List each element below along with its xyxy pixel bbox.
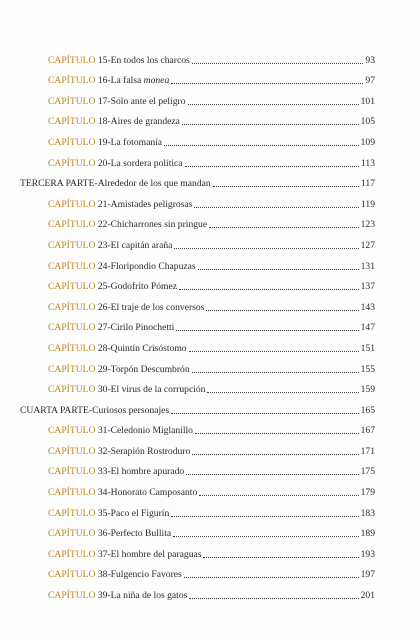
entry-label: CAPÍTULO 16-La falsa monea: [48, 75, 170, 87]
entry-label: CAPÍTULO 35-Paco el Figurín: [48, 507, 170, 519]
toc-chapter-entry: [0, 314, 375, 335]
chapter-prefix: CAPÍTULO: [48, 445, 96, 457]
chapter-number: 39: [97, 590, 108, 602]
table-of-contents: [0, 46, 420, 602]
entry-title: El hombre del paraguas: [110, 548, 202, 560]
page-number: 171: [360, 445, 375, 457]
page-number: 117: [360, 178, 375, 190]
dot-leader: [209, 227, 359, 228]
part-prefix: CUARTA PARTE: [20, 404, 89, 416]
toc-chapter-entry: [0, 520, 375, 541]
entry-title: Godofrito Pómez: [110, 281, 177, 293]
dot-leader: [173, 536, 358, 537]
chapter-prefix: CAPÍTULO: [48, 425, 96, 437]
page-number: 119: [360, 198, 375, 210]
chapter-prefix: CAPÍTULO: [48, 54, 96, 66]
chapter-prefix: CAPÍTULO: [48, 507, 96, 519]
dot-leader: [203, 557, 358, 558]
dot-leader: [189, 598, 358, 599]
dot-leader: [171, 516, 358, 517]
chapter-number: 25: [97, 281, 108, 293]
chapter-number: 26: [97, 301, 108, 313]
toc-chapter-entry: [0, 355, 375, 376]
dot-leader: [192, 372, 359, 373]
entry-label: CAPÍTULO 39-La niña de los gatos: [48, 590, 188, 602]
chapter-number: 37: [97, 548, 108, 560]
toc-chapter-entry: [0, 149, 375, 170]
dot-leader: [186, 474, 358, 475]
toc-chapter-entry: [0, 376, 375, 397]
chapter-prefix: CAPÍTULO: [48, 198, 96, 210]
entry-label: CAPÍTULO 37-El hombre del paraguas: [48, 548, 202, 560]
chapter-number: 34: [97, 487, 108, 499]
chapter-prefix: CAPÍTULO: [48, 322, 96, 334]
dot-leader: [189, 351, 359, 352]
dot-leader: [206, 310, 358, 311]
page-number: 147: [360, 322, 375, 334]
dot-leader: [185, 166, 359, 167]
entry-label: CAPÍTULO 28-Quintín Crisóstomo: [48, 342, 187, 354]
entry-title: La niña de los gatos: [110, 590, 188, 602]
chapter-prefix: CAPÍTULO: [48, 569, 96, 581]
chapter-number: 19: [97, 136, 108, 148]
entry-label: CAPÍTULO 33-El hombre apurado: [48, 466, 185, 478]
chapter-prefix: CAPÍTULO: [48, 363, 96, 375]
chapter-prefix: CAPÍTULO: [48, 281, 96, 293]
page-number: 165: [360, 404, 375, 416]
toc-chapter-entry: [0, 252, 375, 273]
dot-leader: [199, 495, 358, 496]
entry-title: Quintín Crisóstomo: [110, 342, 187, 354]
page-number: 127: [360, 239, 375, 251]
chapter-prefix: CAPÍTULO: [48, 116, 96, 128]
chapter-prefix: CAPÍTULO: [48, 157, 96, 169]
toc-chapter-entry: [0, 581, 375, 602]
chapter-number: 27: [97, 322, 108, 334]
entry-label: CAPÍTULO 38-Fulgencio Favores: [48, 569, 182, 581]
chapter-number: 36: [97, 528, 108, 540]
page-number: 137: [360, 281, 375, 293]
toc-chapter-entry: [0, 561, 375, 582]
chapter-number: 15: [97, 54, 108, 66]
part-prefix: TERCERA PARTE: [20, 178, 95, 190]
chapter-prefix: CAPÍTULO: [48, 260, 96, 272]
page-number: 105: [360, 116, 375, 128]
toc-chapter-entry: [0, 46, 375, 67]
entry-title: El virus de la corrupción: [110, 384, 206, 396]
entry-label: CAPÍTULO 31-Celedonio Miglanillo: [48, 425, 193, 437]
chapter-prefix: CAPÍTULO: [48, 528, 96, 540]
entry-title: Serapión Rostroduro: [110, 445, 191, 457]
entry-title: Honorato Camposanto: [110, 487, 198, 499]
entry-title: En todos los charcos: [110, 54, 190, 66]
dot-leader: [192, 454, 358, 455]
dot-leader: [207, 392, 358, 393]
entry-label: CAPÍTULO 36-Perfecto Bullita: [48, 528, 172, 540]
entry-label: CAPÍTULO 19-La fotomanía: [48, 136, 163, 148]
entry-label: CAPÍTULO 32-Serapión Rostroduro: [48, 445, 191, 457]
chapter-number: 24: [97, 260, 108, 272]
dot-leader: [182, 124, 359, 125]
chapter-prefix: CAPÍTULO: [48, 590, 96, 602]
page-number: 155: [360, 363, 375, 375]
page-number: 159: [360, 384, 375, 396]
page-number: 179: [360, 487, 375, 499]
toc-chapter-entry: [0, 128, 375, 149]
page-number: 131: [360, 260, 375, 272]
entry-label: CAPÍTULO 30-El virus de la corrupción: [48, 384, 206, 396]
toc-chapter-entry: [0, 67, 375, 88]
entry-title: El traje de los conversos: [110, 301, 205, 313]
entry-title: Amistades peligrosas: [110, 198, 193, 210]
dot-leader: [171, 413, 358, 414]
page-number: 109: [360, 136, 375, 148]
entry-label: CUARTA PARTE-Curiosos personajes: [20, 404, 170, 416]
entry-label: CAPÍTULO 27-Cirilo Pinochetti: [48, 322, 175, 334]
chapter-number: 20: [97, 157, 108, 169]
chapter-prefix: CAPÍTULO: [48, 301, 96, 313]
chapter-number: 30: [97, 384, 108, 396]
chapter-number: 17: [97, 95, 108, 107]
chapter-prefix: CAPÍTULO: [48, 548, 96, 560]
chapter-number: 23: [97, 239, 108, 251]
entry-label: CAPÍTULO 29-Torpón Descumbrón: [48, 363, 190, 375]
entry-title: Chicharrones sin pringue: [110, 219, 208, 231]
chapter-prefix: CAPÍTULO: [48, 487, 96, 499]
entry-title: Celedonio Miglanillo: [110, 425, 193, 437]
chapter-prefix: CAPÍTULO: [48, 342, 96, 354]
toc-chapter-entry: [0, 211, 375, 232]
page-number: 167: [360, 425, 375, 437]
toc-chapter-entry: [0, 417, 375, 438]
entry-title: El hombre apurado: [110, 466, 185, 478]
dot-leader: [171, 83, 363, 84]
chapter-number: 33: [97, 466, 108, 478]
entry-title: Alrededor de los que mandan: [97, 178, 211, 190]
page-number: 201: [360, 590, 375, 602]
dot-leader: [176, 330, 358, 331]
dot-leader: [198, 269, 359, 270]
toc-chapter-entry: [0, 334, 375, 355]
entry-title: Perfecto Bullita: [110, 528, 172, 540]
entry-title: Cirilo Pinochetti: [110, 322, 175, 334]
entry-label: CAPÍTULO 34-Honorato Camposanto: [48, 487, 198, 499]
page-number: 143: [360, 301, 375, 313]
entry-title: El capitán araña: [110, 239, 173, 251]
chapter-prefix: CAPÍTULO: [48, 219, 96, 231]
dot-leader: [195, 433, 359, 434]
chapter-number: 18: [97, 116, 108, 128]
dot-leader: [192, 63, 364, 64]
chapter-prefix: CAPÍTULO: [48, 75, 96, 87]
page-number: 193: [360, 548, 375, 560]
chapter-prefix: CAPÍTULO: [48, 466, 96, 478]
page-number: 97: [365, 75, 375, 87]
page-number: 183: [360, 507, 375, 519]
chapter-prefix: CAPÍTULO: [48, 95, 96, 107]
entry-label: CAPÍTULO 21-Amistades peligrosas: [48, 198, 193, 210]
dot-leader: [164, 145, 359, 146]
page-number: 101: [360, 95, 375, 107]
page-number: 189: [360, 528, 375, 540]
entry-label: CAPÍTULO 20-La sordera política: [48, 157, 183, 169]
chapter-prefix: CAPÍTULO: [48, 239, 96, 251]
page-number: 175: [360, 466, 375, 478]
entry-title: La fotomanía: [110, 136, 163, 148]
toc-chapter-entry: [0, 87, 375, 108]
toc-chapter-entry: [0, 458, 375, 479]
toc-chapter-entry: [0, 273, 375, 294]
entry-title: Torpón Descumbrón: [110, 363, 190, 375]
dot-leader: [213, 186, 359, 187]
entry-label: CAPÍTULO 23-El capitán araña: [48, 239, 173, 251]
dot-leader: [184, 577, 359, 578]
entry-label: CAPÍTULO 18-Aires de grandeza: [48, 116, 180, 128]
entry-label: TERCERA PARTE-Alrededor de los que mandan: [20, 178, 211, 190]
chapter-number: 28: [97, 342, 108, 354]
toc-part-entry: [0, 170, 375, 191]
entry-title: Floripondio Chapuzas: [110, 260, 196, 272]
chapter-prefix: CAPÍTULO: [48, 384, 96, 396]
toc-chapter-entry: [0, 108, 375, 129]
entry-label: CAPÍTULO 22-Chicharrones sin pringue: [48, 219, 208, 231]
entry-title: Aires de grandeza: [110, 116, 180, 128]
entry-label: CAPÍTULO 15-En todos los charcos: [48, 54, 190, 66]
chapter-number: 31: [97, 425, 108, 437]
dot-leader: [174, 248, 358, 249]
entry-title: Curiosos personajes: [92, 404, 170, 416]
chapter-number: 38: [97, 569, 108, 581]
chapter-prefix: CAPÍTULO: [48, 136, 96, 148]
toc-chapter-entry: [0, 293, 375, 314]
chapter-number: 35: [97, 507, 108, 519]
toc-chapter-entry: [0, 499, 375, 520]
page-number: 123: [360, 219, 375, 231]
chapter-number: 16: [97, 75, 108, 87]
page-number: 93: [365, 54, 375, 66]
chapter-number: 21: [97, 198, 108, 210]
dot-leader: [188, 104, 359, 105]
toc-chapter-entry: [0, 540, 375, 561]
entry-label: CAPÍTULO 24-Floripondio Chapuzas: [48, 260, 196, 272]
toc-part-entry: [0, 396, 375, 417]
chapter-number: 22: [97, 219, 108, 231]
toc-chapter-entry: [0, 478, 375, 499]
page-number: 113: [360, 157, 375, 169]
toc-chapter-entry: [0, 190, 375, 211]
toc-chapter-entry: [0, 231, 375, 252]
entry-label: CAPÍTULO 26-El traje de los conversos: [48, 301, 205, 313]
page-number: 151: [360, 342, 375, 354]
entry-label: CAPÍTULO 25-Godofrito Pómez: [48, 281, 177, 293]
dot-leader: [194, 207, 359, 208]
chapter-number: 29: [97, 363, 108, 375]
entry-label: CAPÍTULO 17-Solo ante el peligro: [48, 95, 186, 107]
toc-chapter-entry: [0, 437, 375, 458]
entry-title: Solo ante el peligro: [110, 95, 186, 107]
entry-title: Fulgencio Favores: [110, 569, 182, 581]
entry-title: Paco el Figurín: [110, 507, 170, 519]
chapter-number: 32: [97, 445, 108, 457]
page-number: 197: [360, 569, 375, 581]
entry-title: La falsa: [110, 75, 144, 87]
entry-title: La sordera política: [110, 157, 183, 169]
dot-leader: [179, 289, 359, 290]
entry-title-italic: monea: [143, 75, 170, 87]
